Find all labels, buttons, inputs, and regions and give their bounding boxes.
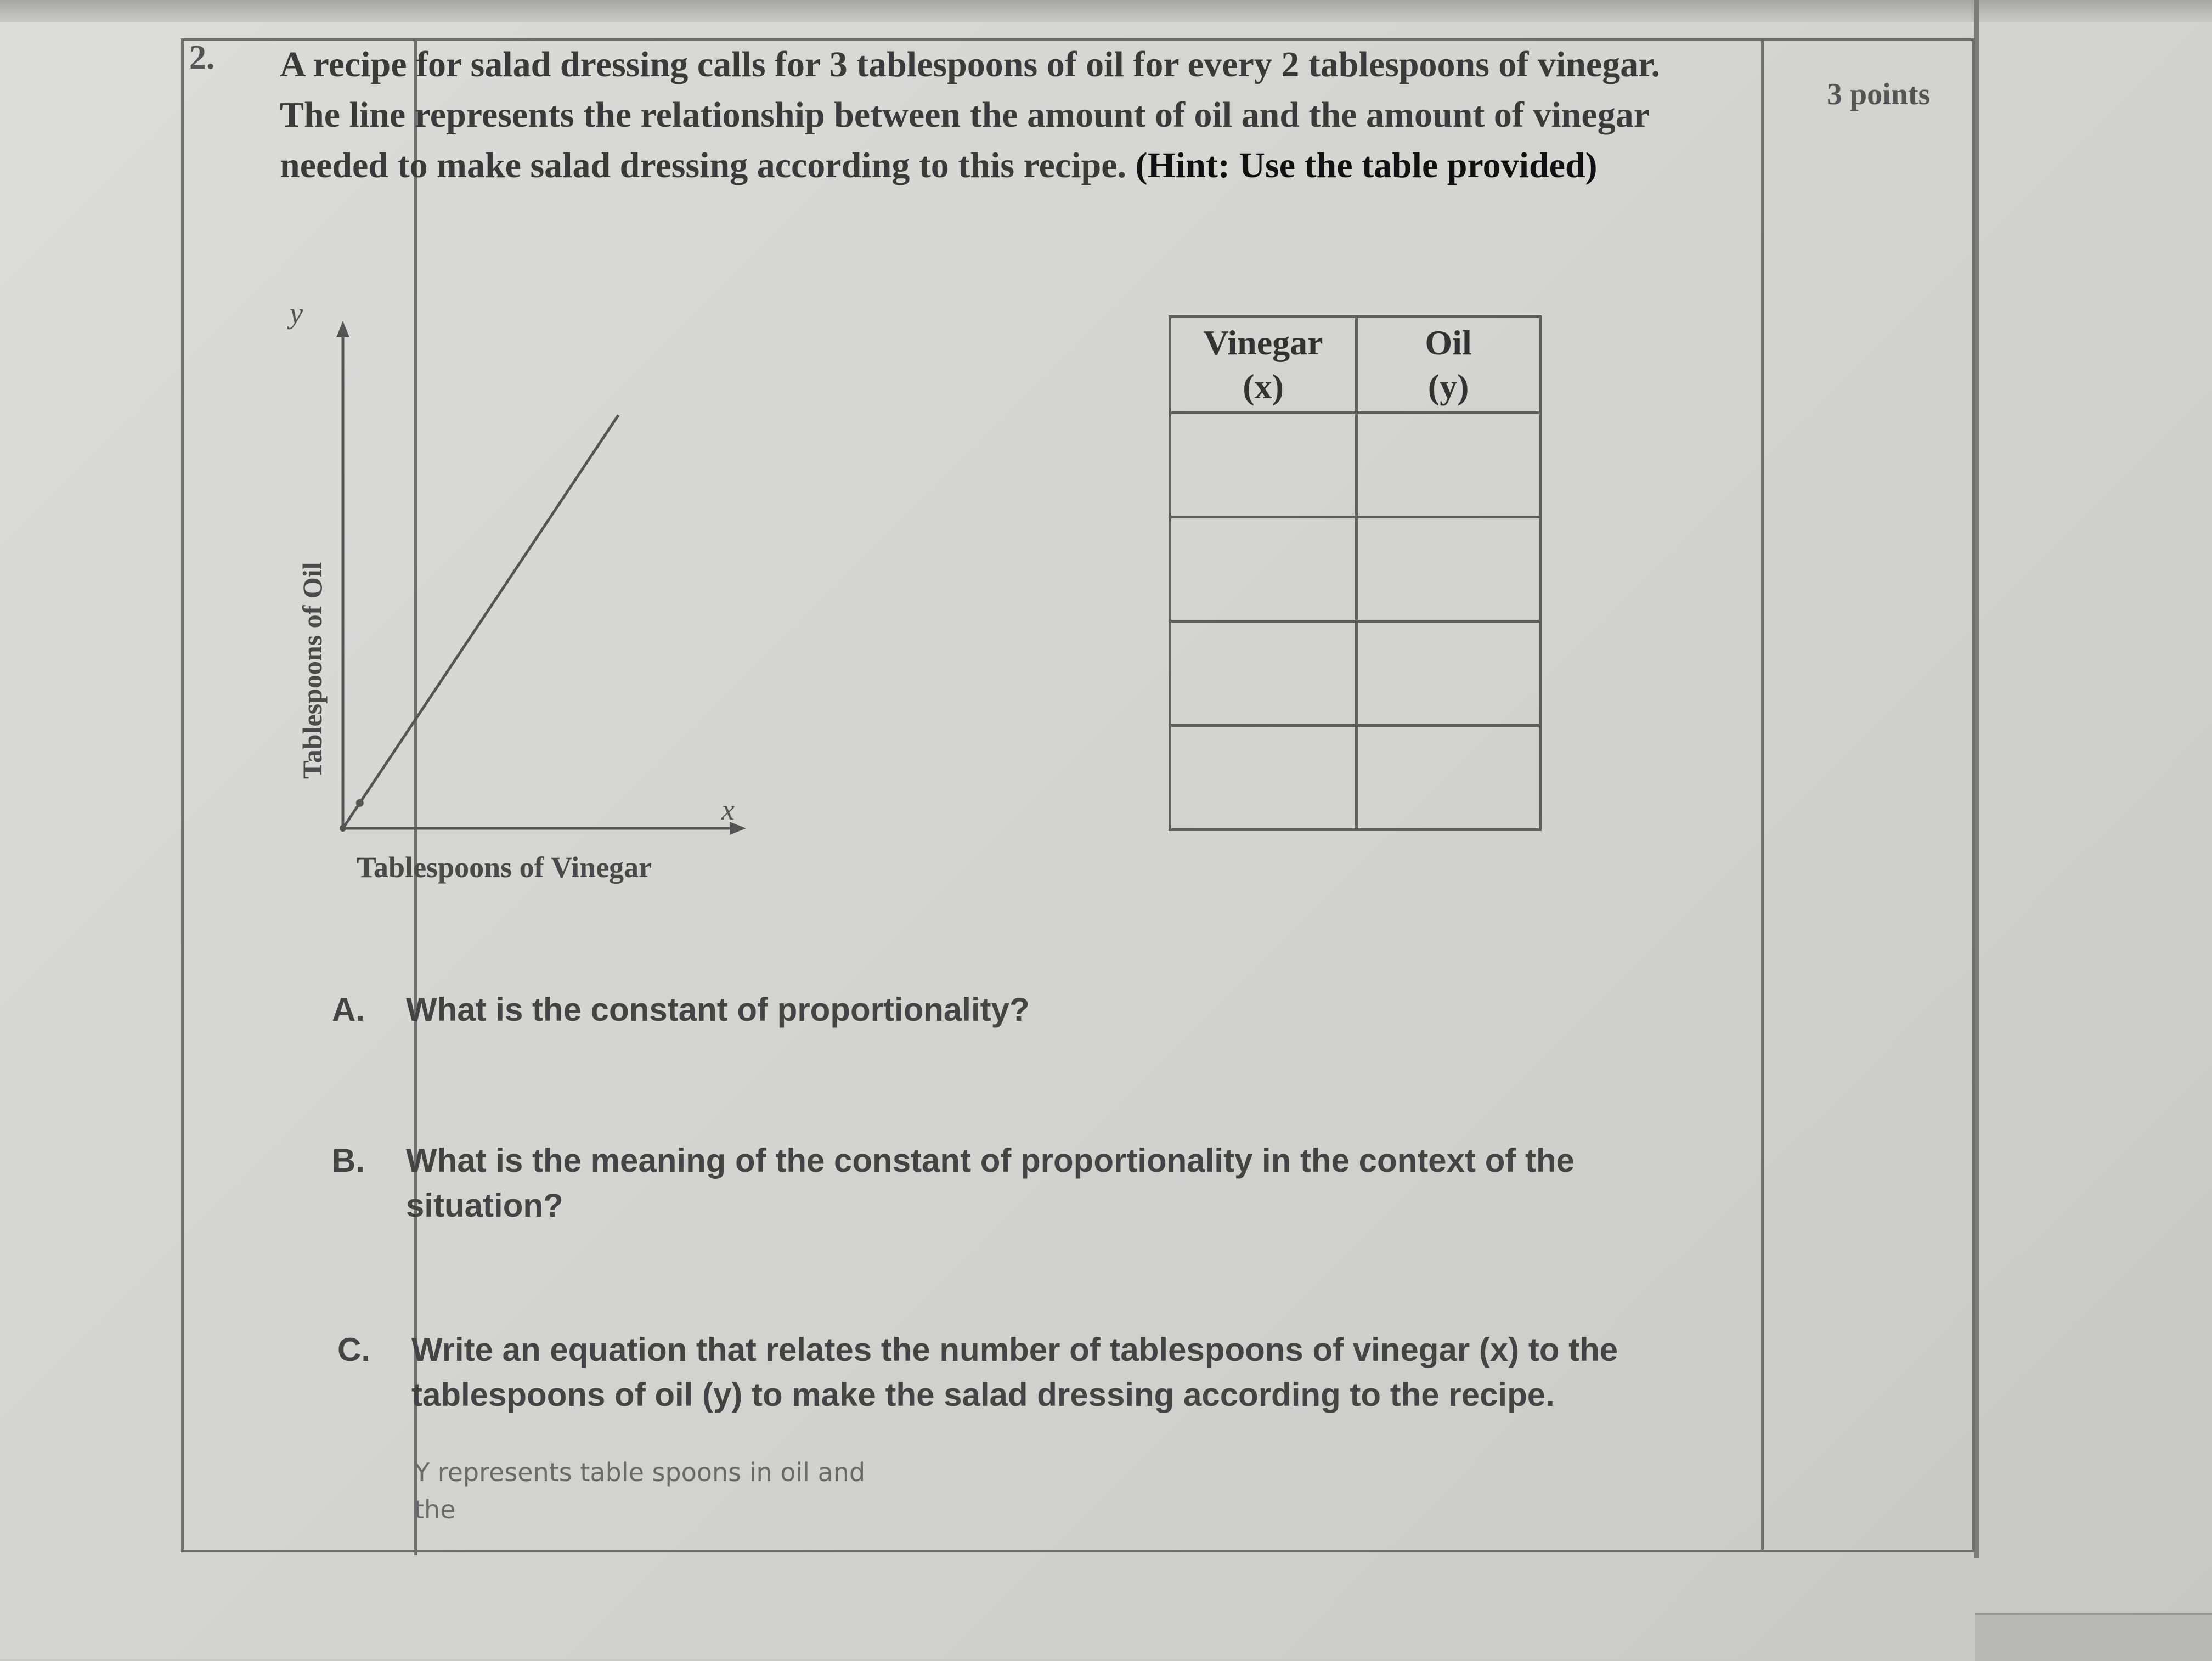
screen-bottom-panel	[1975, 1613, 2212, 1661]
prompt-line: needed to make salad dressing according to this recipe.	[280, 145, 1127, 185]
prompt-line: The line represents the relationship between the amount of oil and the amount of vinegar	[280, 95, 1650, 135]
table-cell[interactable]	[1170, 413, 1357, 517]
header-line: Vinegar	[1203, 323, 1323, 362]
table-cell[interactable]	[1170, 517, 1357, 622]
series-line	[343, 415, 618, 828]
table-row	[1170, 517, 1541, 622]
question-number: 2.	[189, 39, 215, 76]
table-header-row	[1170, 317, 1541, 413]
screen-top-edge	[0, 0, 2212, 22]
data-point	[356, 799, 364, 807]
prompt-line: A recipe for salad dressing calls for 3 tablespoons of oil for every 2 tablespoons of vinegar.	[280, 44, 1660, 84]
answer-field[interactable]	[414, 1454, 1073, 1528]
header-line: (x)	[1243, 367, 1284, 406]
table-cell[interactable]	[1357, 622, 1541, 726]
header-line: Oil	[1425, 323, 1472, 362]
table-cell[interactable]	[1170, 726, 1357, 830]
x-variable-label: x	[721, 793, 735, 826]
vinegar-oil-table	[1169, 315, 1542, 831]
y-axis-label: Tablespoons of Oil	[297, 562, 328, 779]
table-cell[interactable]	[1170, 622, 1357, 726]
part-text: What is the meaning of the constant of proportionality in the context of the situation?	[406, 1142, 1575, 1224]
table-row	[1170, 622, 1541, 726]
points-value: 3 points	[1827, 77, 1931, 111]
y-variable-label: y	[290, 297, 303, 330]
table-cell[interactable]	[1357, 517, 1541, 622]
proportional-line-graph	[252, 285, 801, 861]
answer-line: the	[414, 1495, 456, 1524]
part-letter: B.	[332, 1142, 365, 1179]
part-text: Write an equation that relates the number of tablespoons of vinegar (x) to the tablespoons of oil (y) to make the salad dressing according to the recipe.	[411, 1331, 1618, 1413]
y-axis-arrow	[336, 321, 349, 337]
table-row	[1170, 726, 1541, 830]
answer-line: Y represents table spoons in oil and	[414, 1457, 866, 1487]
table-cell[interactable]	[1357, 413, 1541, 517]
header-line: (y)	[1427, 367, 1469, 406]
data-point-origin	[340, 825, 346, 832]
prompt-line-with-hint	[280, 140, 1794, 191]
part-text: What is the constant of proportionality?	[406, 991, 1030, 1028]
x-axis-label: Tablespoons of Vinegar	[357, 851, 652, 884]
oil-column-header	[1357, 317, 1541, 413]
part-letter: A.	[332, 991, 365, 1028]
table-row	[1170, 413, 1541, 517]
part-letter: C.	[337, 1331, 370, 1368]
points-column-rule	[1761, 38, 1764, 1552]
question-prompt	[280, 39, 1794, 191]
prompt-hint: (Hint: Use the table provided)	[1135, 145, 1598, 185]
table-cell[interactable]	[1357, 726, 1541, 830]
vinegar-column-header	[1170, 317, 1357, 413]
